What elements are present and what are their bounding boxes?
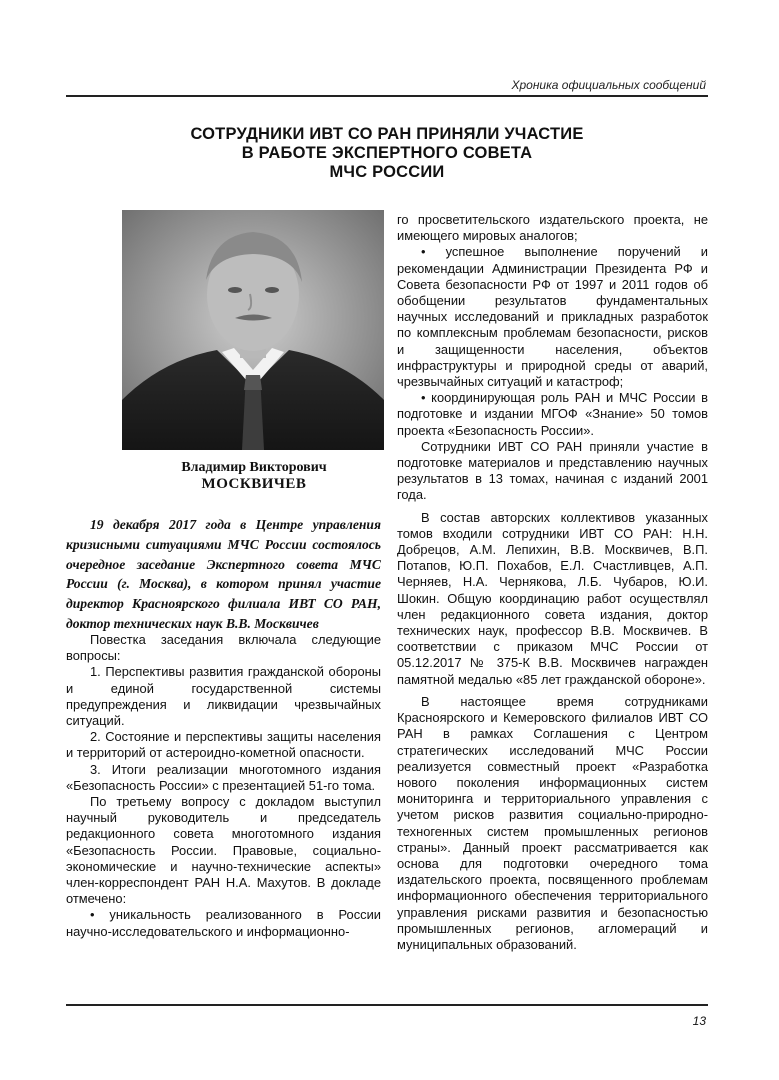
portrait-photo [122, 210, 384, 450]
article-title [66, 125, 708, 182]
left-paragraph: По третьему вопросу с докладом выступил научный руководитель и председатель редакционного совета многотомного издания «Безопасность России. Правовые, социально-экономические и научно-технические аспекты» член-корреспондент РАН Н.А. Махутов. В докладе отмечено: [66, 794, 381, 907]
right-paragraph: го просветительского издательского проекта, не имеющего мировых аналогов; [397, 212, 708, 244]
right-paragraph: В состав авторских коллективов указанных томов входили сотрудники ИВТ СО РАН: Н.Н. Добрецов, А.М. Лепихин, В.В. Москвичев, В.П. Потапов, Ю.П. Похабов, Е.Л. Счастливцев, А.П. Черняев, Н.А. Чернякова, Л.Б. Чубаров, Ю.И. Шокин. Общую координацию работ осуществлял член редакционного совета издания, доктор технических наук, профессор В.В. Москвичев. В соответствии с приказом МЧС России от 05.12.2017 № 375-К В.В. Москвичев награжден памятной медалью «85 лет гражданской обороне». [397, 509, 708, 687]
title-line-1: СОТРУДНИКИ ИВТ СО РАН ПРИНЯЛИ УЧАСТИЕ [190, 125, 584, 143]
left-column [66, 632, 381, 940]
footer-rule [66, 1004, 708, 1006]
right-paragraph: • успешное выполнение поручений и рекомендации Администрации Президента РФ и Совета безопасности РФ от 1997 и 2011 годов об обобщении результатов фундаментальных научных исследований и прикладных разработок по комплексным проблемам безопасности, рисков и защищенности населения, объектов инфраструктуры и природной среды от аварий, чрезвычайных ситуаций и катастроф; [397, 244, 708, 390]
left-paragraph: Повестка заседания включала следующие вопросы: [66, 632, 381, 664]
left-paragraph: 1. Перспективы развития гражданской обороны и единой государственной системы предупреждения и ликвидации чрезвычайных ситуаций. [66, 664, 381, 729]
title-line-3: МЧС РОССИИ [329, 163, 445, 181]
title-line-2: В РАБОТЕ ЭКСПЕРТНОГО СОВЕТА [241, 144, 533, 162]
right-paragraph: • координирующая роль РАН и МЧС России в подготовке и издании МГОФ «Знание» 50 томов проекта «Безопасность России». [397, 390, 708, 438]
left-paragraph: • уникальность реализованного в России научно-исследовательского и информационно- [66, 907, 381, 939]
caption-surname: МОСКВИЧЕВ [201, 476, 307, 492]
lead-paragraph: 19 декабря 2017 года в Центре управления кризисными ситуациями МЧС России состоялось очередное заседание Экспертного совета МЧС России (г. Москва), в котором принял участие директор Красноярского филиала ИВТ СО РАН, доктор технических наук В.В. Москвичев [66, 517, 381, 631]
right-paragraph: В настоящее время сотрудниками Красноярского и Кемеровского филиалов ИВТ СО РАН в рамках Соглашения с Центром стратегических исследований МЧС России реализуется совместный проект «Разработка нового поколения информационных систем мониторинга и территориального управления с учетом рисков развития социально-природно-техногенных систем промышленных регионов страны». Данный проект рассматривается как основа для подготовки очередного тома издательского проекта, посвященного проблемам информационного обеспечения территориального управления рисками развития и безопасностью промышленных регионов, агломераций и муниципальных образований. [397, 693, 708, 952]
running-header: Хроника официальных сообщений [511, 78, 706, 92]
page-number: 13 [692, 1014, 706, 1028]
left-paragraph: 3. Итоги реализации многотомного издания «Безопасность России» с презентацией 51-го тома. [66, 761, 381, 793]
right-column [397, 212, 708, 953]
left-paragraph: 2. Состояние и перспективы защиты населения и территорий от астероидно-кометной опасности. [66, 729, 381, 761]
caption-name: Владимир Викторович [181, 460, 327, 475]
right-paragraph: Сотрудники ИВТ СО РАН приняли участие в подготовке материалов и представлению научных результатов в 13 томах, начиная с изданий 2001 года. [397, 438, 708, 503]
header-rule [66, 95, 708, 97]
photo-caption [66, 460, 442, 492]
